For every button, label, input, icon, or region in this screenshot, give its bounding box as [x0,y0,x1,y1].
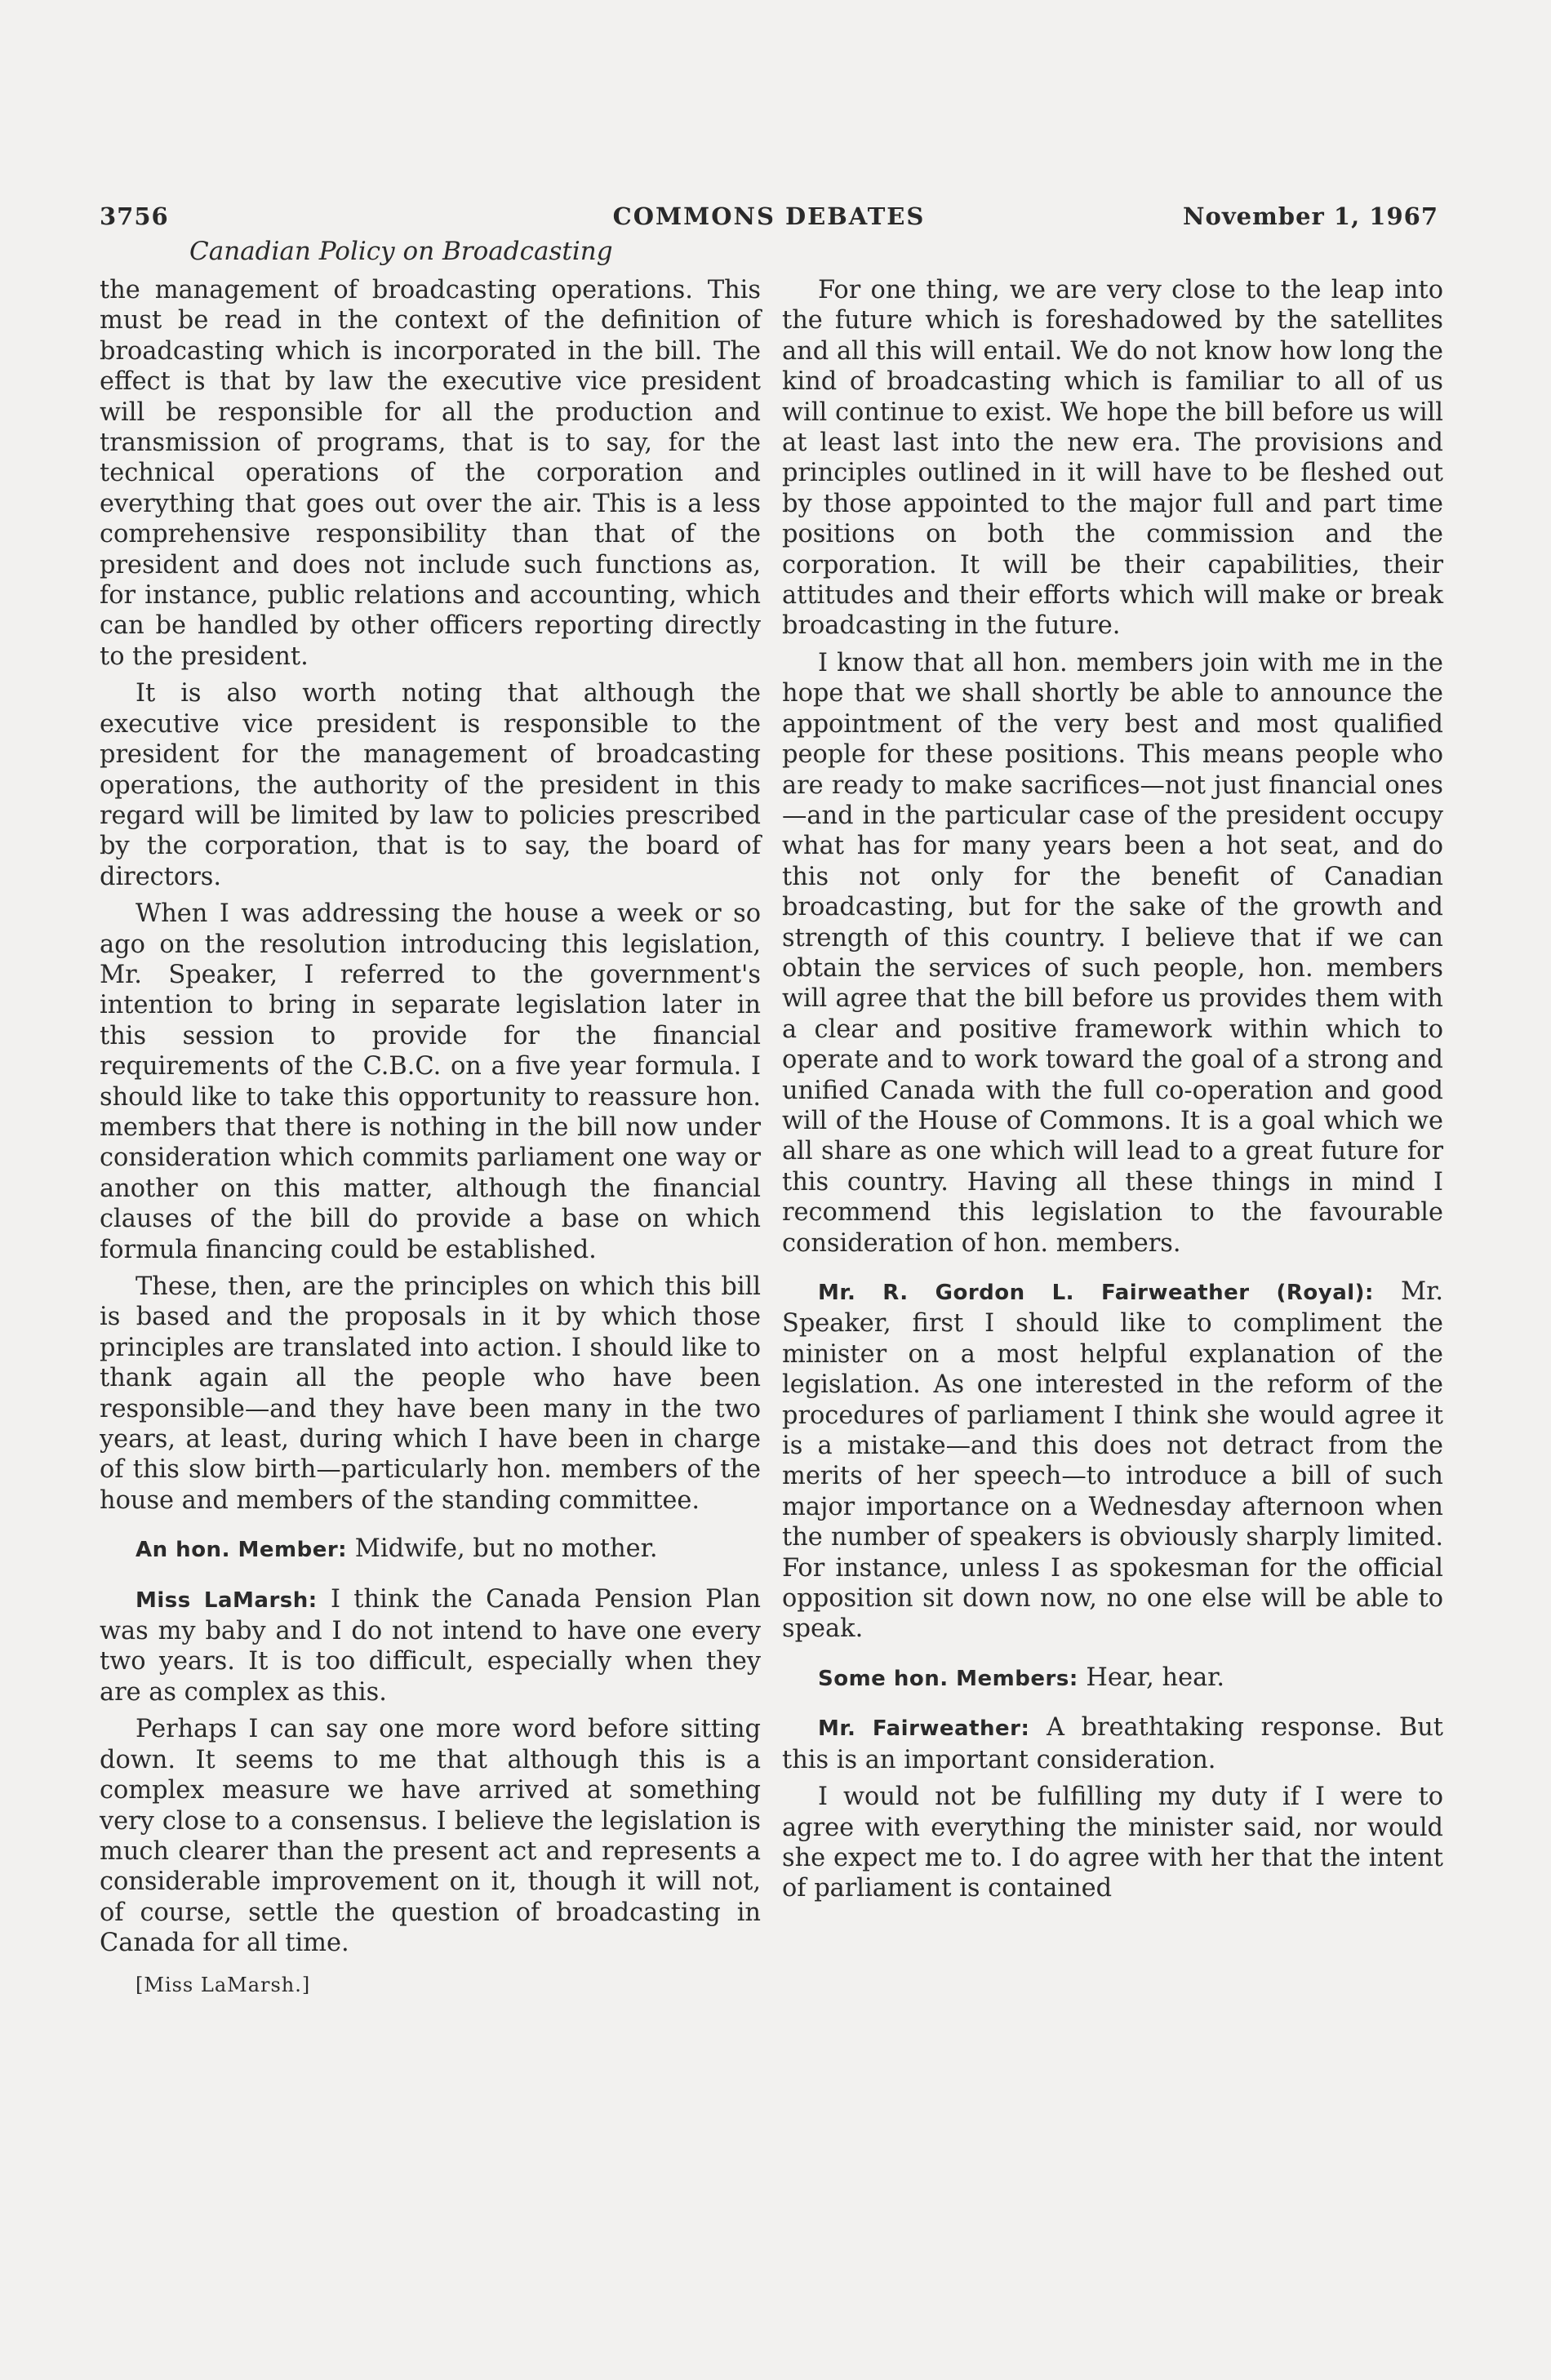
speech-paragraph [782,1712,1443,1775]
speaker-name: Some hon. Members: [818,1666,1078,1691]
paragraph-text: I would not be fulfilling my duty if I were to agree with everything the minister said, nor would she expect me to. I do agree with her that the intent of parliament is contained [782,1783,1443,1903]
paragraph-text: I think the Canada Pension Plan was my baby and I do not intend to have one every two years. It is too difficult, especially when they are as complex as this. [100,1584,761,1707]
paragraph-text: the management of broadcasting operations. This must be read in the context of the definition of broadcasting which is incorporated in the bill. The effect is that by law the executive vice president will be responsible for all the production and transmission of programs, that is to say, for the technical operations of the corporation and everything that goes out over the air. This is a less comprehensive responsibility than that of the president and does not include such functions as, for instance, public relations and accounting, which can be handled by other officers reporting directly to the president. [100,276,761,671]
paragraph-text: Perhaps I can say one more word before sitting down. It seems to me that although this is a complex measure we have arrived at something very close to a consensus. I believe the legislation is much clearer than the present act and represents a considerable improvement on it, though it will not, of course, settle the question of broadcasting in Canada for all time. [100,1715,761,1958]
paragraph [100,1272,761,1516]
paragraph-text: For one thing, we are very close to the leap into the future which is foreshadowed by the satellites and all this will entail. We do not know how long the kind of broadcasting which is familiar to all of us will continue to exist. We hope the bill before us will at least last into the new era. The provisions and principles outlined in it will have to be fleshed out by those appointed to the major full and part time positions on both the commission and the corporation. It will be their capabilities, their attitudes and their efforts which will make or break broadcasting in the future. [782,276,1443,641]
publication-title: COMMONS DEBATES [612,202,926,230]
paragraph [100,275,761,672]
left-column [100,275,761,2000]
speech-paragraph [782,1277,1443,1645]
paragraph-text: Hear, hear. [1086,1663,1225,1692]
speech-paragraph [100,1534,761,1565]
header-date: November 1, 1967 [1182,202,1438,230]
speaker-footnote: [Miss LaMarsh.] [136,1973,311,1996]
paragraph [782,1782,1443,1904]
paragraph-text: These, then, are the principles on which this bill is based and the proposals in it by which those principles are translated into action. I should like to thank again all the people who have been responsible—and they have been many in the two years, at least, during which I have been in charge of this slow birth—particularly hon. members of the house and members of the standing committee. [100,1272,761,1515]
paragraph-text: Mr. Speaker, first I should like to compliment the minister on a most helpful explanation of the legislation. As one interested in the reform of the procedures of parliament I think she would agree it is a mistake—and this does not detract from the merits of her speech—to introduce a bill of such major importance on a Wednesday afternoon when the number of speakers is obviously sharply limited. For instance, unless I as spokesman for the official opposition sit down now, no one else will be able to speak. [782,1277,1443,1644]
page-header [100,202,1438,235]
paragraph-text: Midwife, but no mother. [354,1534,658,1564]
paragraph [100,678,761,892]
paragraph [100,1714,761,1958]
paragraph-text: A breathtaking response. But this is an important consideration. [782,1713,1443,1774]
paragraph [782,648,1443,1259]
speech-paragraph [100,1584,761,1708]
paragraph [100,899,761,1265]
paragraph-text: I know that all hon. members join with me in the hope that we shall shortly be able to announce the appointment of the very best and most qualified people for these positions. This means people who are ready to make sacrifices—not just financial ones—and in the particular case of the president occupy what has for many years been a hot seat, and do this not only for the benefit of Canadian broadcasting, but for the sake of the growth and strength of this country. I believe that if we can obtain the services of such people, hon. members will agree that the bill before us provides them with a clear and positive framework within which to operate and to work toward the goal of a strong and unified Canada with the full co-operation and good will of the House of Commons. It is a goal which we all share as one which will lead to a great future for this country. Having all these things in mind I recommend this legislation to the favourable consideration of hon. members. [782,648,1443,1258]
speaker-name: Mr. R. Gordon L. Fairweather (Royal): [818,1281,1374,1305]
paragraph-text: When I was addressing the house a week or so ago on the resolution introducing this legislation, Mr. Speaker, I referred to the government's intention to bring in separate legislation later in this session to provide for the financial requirements of the C.B.C. on a five year formula. I should like to take this opportunity to reassure hon. members that there is nothing in the bill now under consideration which commits parliament one way or another on this matter, although the financial clauses of the bill do provide a base on which formula financing could be established. [100,899,761,1264]
speech-paragraph [782,1663,1443,1694]
paragraph-text: It is also worth noting that although the executive vice president is responsible to the president for the management of broadcasting operations, the authority of the president in this regard will be limited by law to policies prescribed by the corporation, that is to say, the board of directors. [100,679,761,891]
speaker-name: An hon. Member: [136,1538,348,1563]
paragraph [782,275,1443,642]
page-number: 3756 [100,202,169,230]
speaker-name: Mr. Fairweather: [818,1716,1030,1742]
speaker-name: Miss LaMarsh: [136,1587,318,1613]
section-subheading: Canadian Policy on Broadcasting [189,237,613,266]
right-column [782,275,1443,1911]
